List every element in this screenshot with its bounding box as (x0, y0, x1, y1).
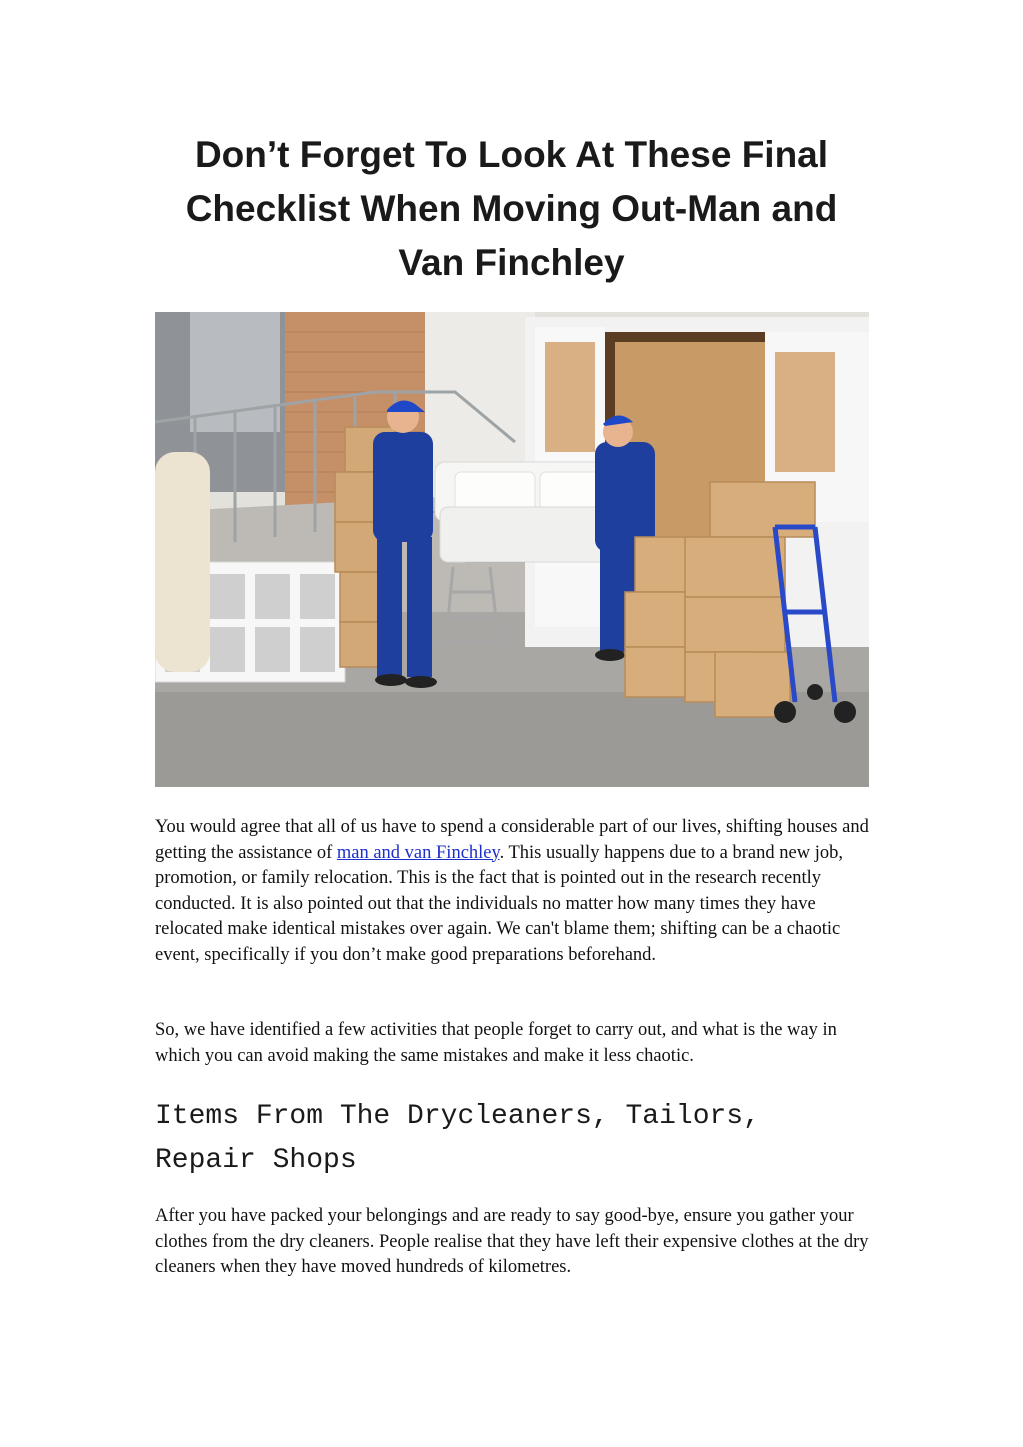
document-title: Don’t Forget To Look At These Final Checklist When Moving Out-Man and Van Finchley (185, 134, 838, 283)
intro-text-end: . This usually happens due to a brand new job, promotion, or family relocation. This is the fact that is pointed out in the research recently conducted. It is also pointed out that the individuals no matter how many times they have relocated make identical mistakes over again. We can't blame them; shifting can be a chaotic event, specifically if you don’t make good preparations beforehand. (155, 842, 843, 965)
activities-paragraph: So, we have identified a few activities that people forget to carry out, and what is the way in which you can avoid making the same mistakes and make it less chaotic. (155, 1020, 837, 1066)
movers-illustration (155, 312, 869, 787)
section-heading: Items From The Drycleaners, Tailors, Repair Shops (155, 1101, 760, 1176)
drycleaners-paragraph: After you have packed your belongings and are ready to say good-bye, ensure you gather your clothes from the dry cleaners. People realise that they have left their expensive clothes at the dry cleaners when they have moved hundreds of kilometres. (155, 1206, 869, 1277)
man-and-van-finchley-link[interactable]: man and van Finchley (336, 842, 500, 863)
intro-paragraph (155, 815, 870, 968)
intro-text-start: You would agree that all of us have to spend a considerable part of our lives, shifting houses and getting the assistance of (155, 817, 869, 863)
movers-photo (155, 312, 869, 787)
